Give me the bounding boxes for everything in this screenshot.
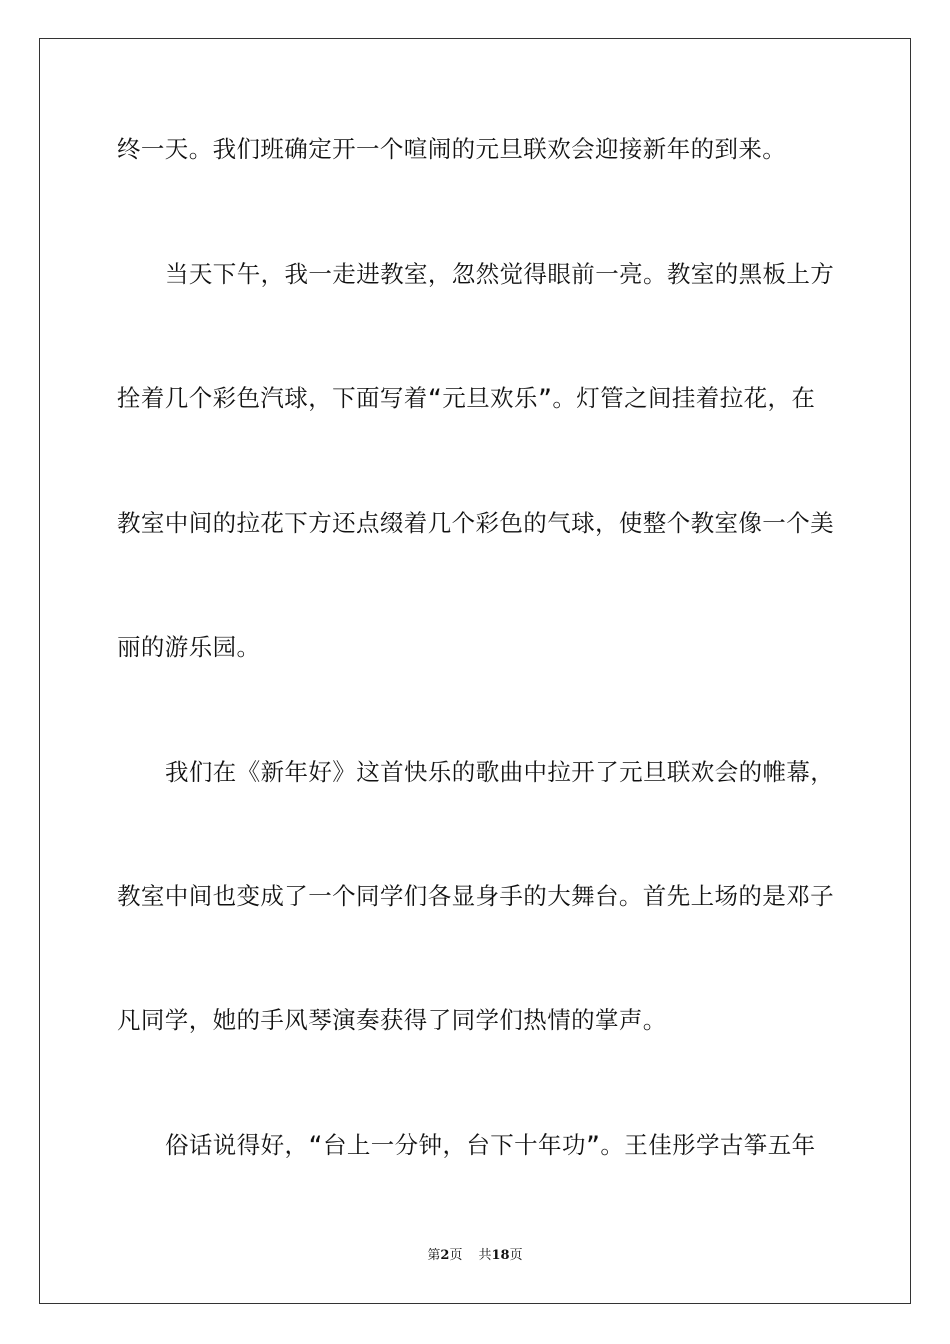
page-frame [39, 38, 911, 1304]
body-line-1: 终一天。我们班确定开一个喧闹的元旦联欢会迎接新年的到来。 [117, 135, 787, 163]
paragraph-4-line-1: 俗话说得好，“台上一分钟，台下十年功”。王佳彤学古筝五年 [165, 1131, 816, 1159]
total-suffix: 页 [509, 1248, 523, 1263]
total-pages: 18 [491, 1248, 510, 1263]
page-prefix: 第 [427, 1248, 441, 1263]
paragraph-3-line-3: 凡同学，她的手风琴演奏获得了同学们热情的掌声。 [117, 1006, 667, 1034]
page-number: 2 [440, 1248, 450, 1263]
paragraph-3-line-1: 我们在《新年好》这首快乐的歌曲中拉开了元旦联欢会的帷幕， [165, 758, 835, 786]
page-footer [0, 1247, 950, 1265]
total-prefix: 共 [478, 1248, 492, 1263]
page-suffix: 页 [449, 1248, 463, 1263]
paragraph-3-line-2: 教室中间也变成了一个同学们各显身手的大舞台。首先上场的是邓子 [117, 882, 834, 910]
paragraph-2-line-1: 当天下午，我一走进教室，忽然觉得眼前一亮。教室的黑板上方 [165, 260, 835, 288]
paragraph-2-line-2: 拴着几个彩色汽球，下面写着“元旦欢乐”。灯管之间挂着拉花，在 [117, 384, 816, 412]
paragraph-2-line-4: 丽的游乐园。 [117, 633, 261, 661]
paragraph-2-line-3: 教室中间的拉花下方还点缀着几个彩色的气球，使整个教室像一个美 [117, 509, 834, 537]
